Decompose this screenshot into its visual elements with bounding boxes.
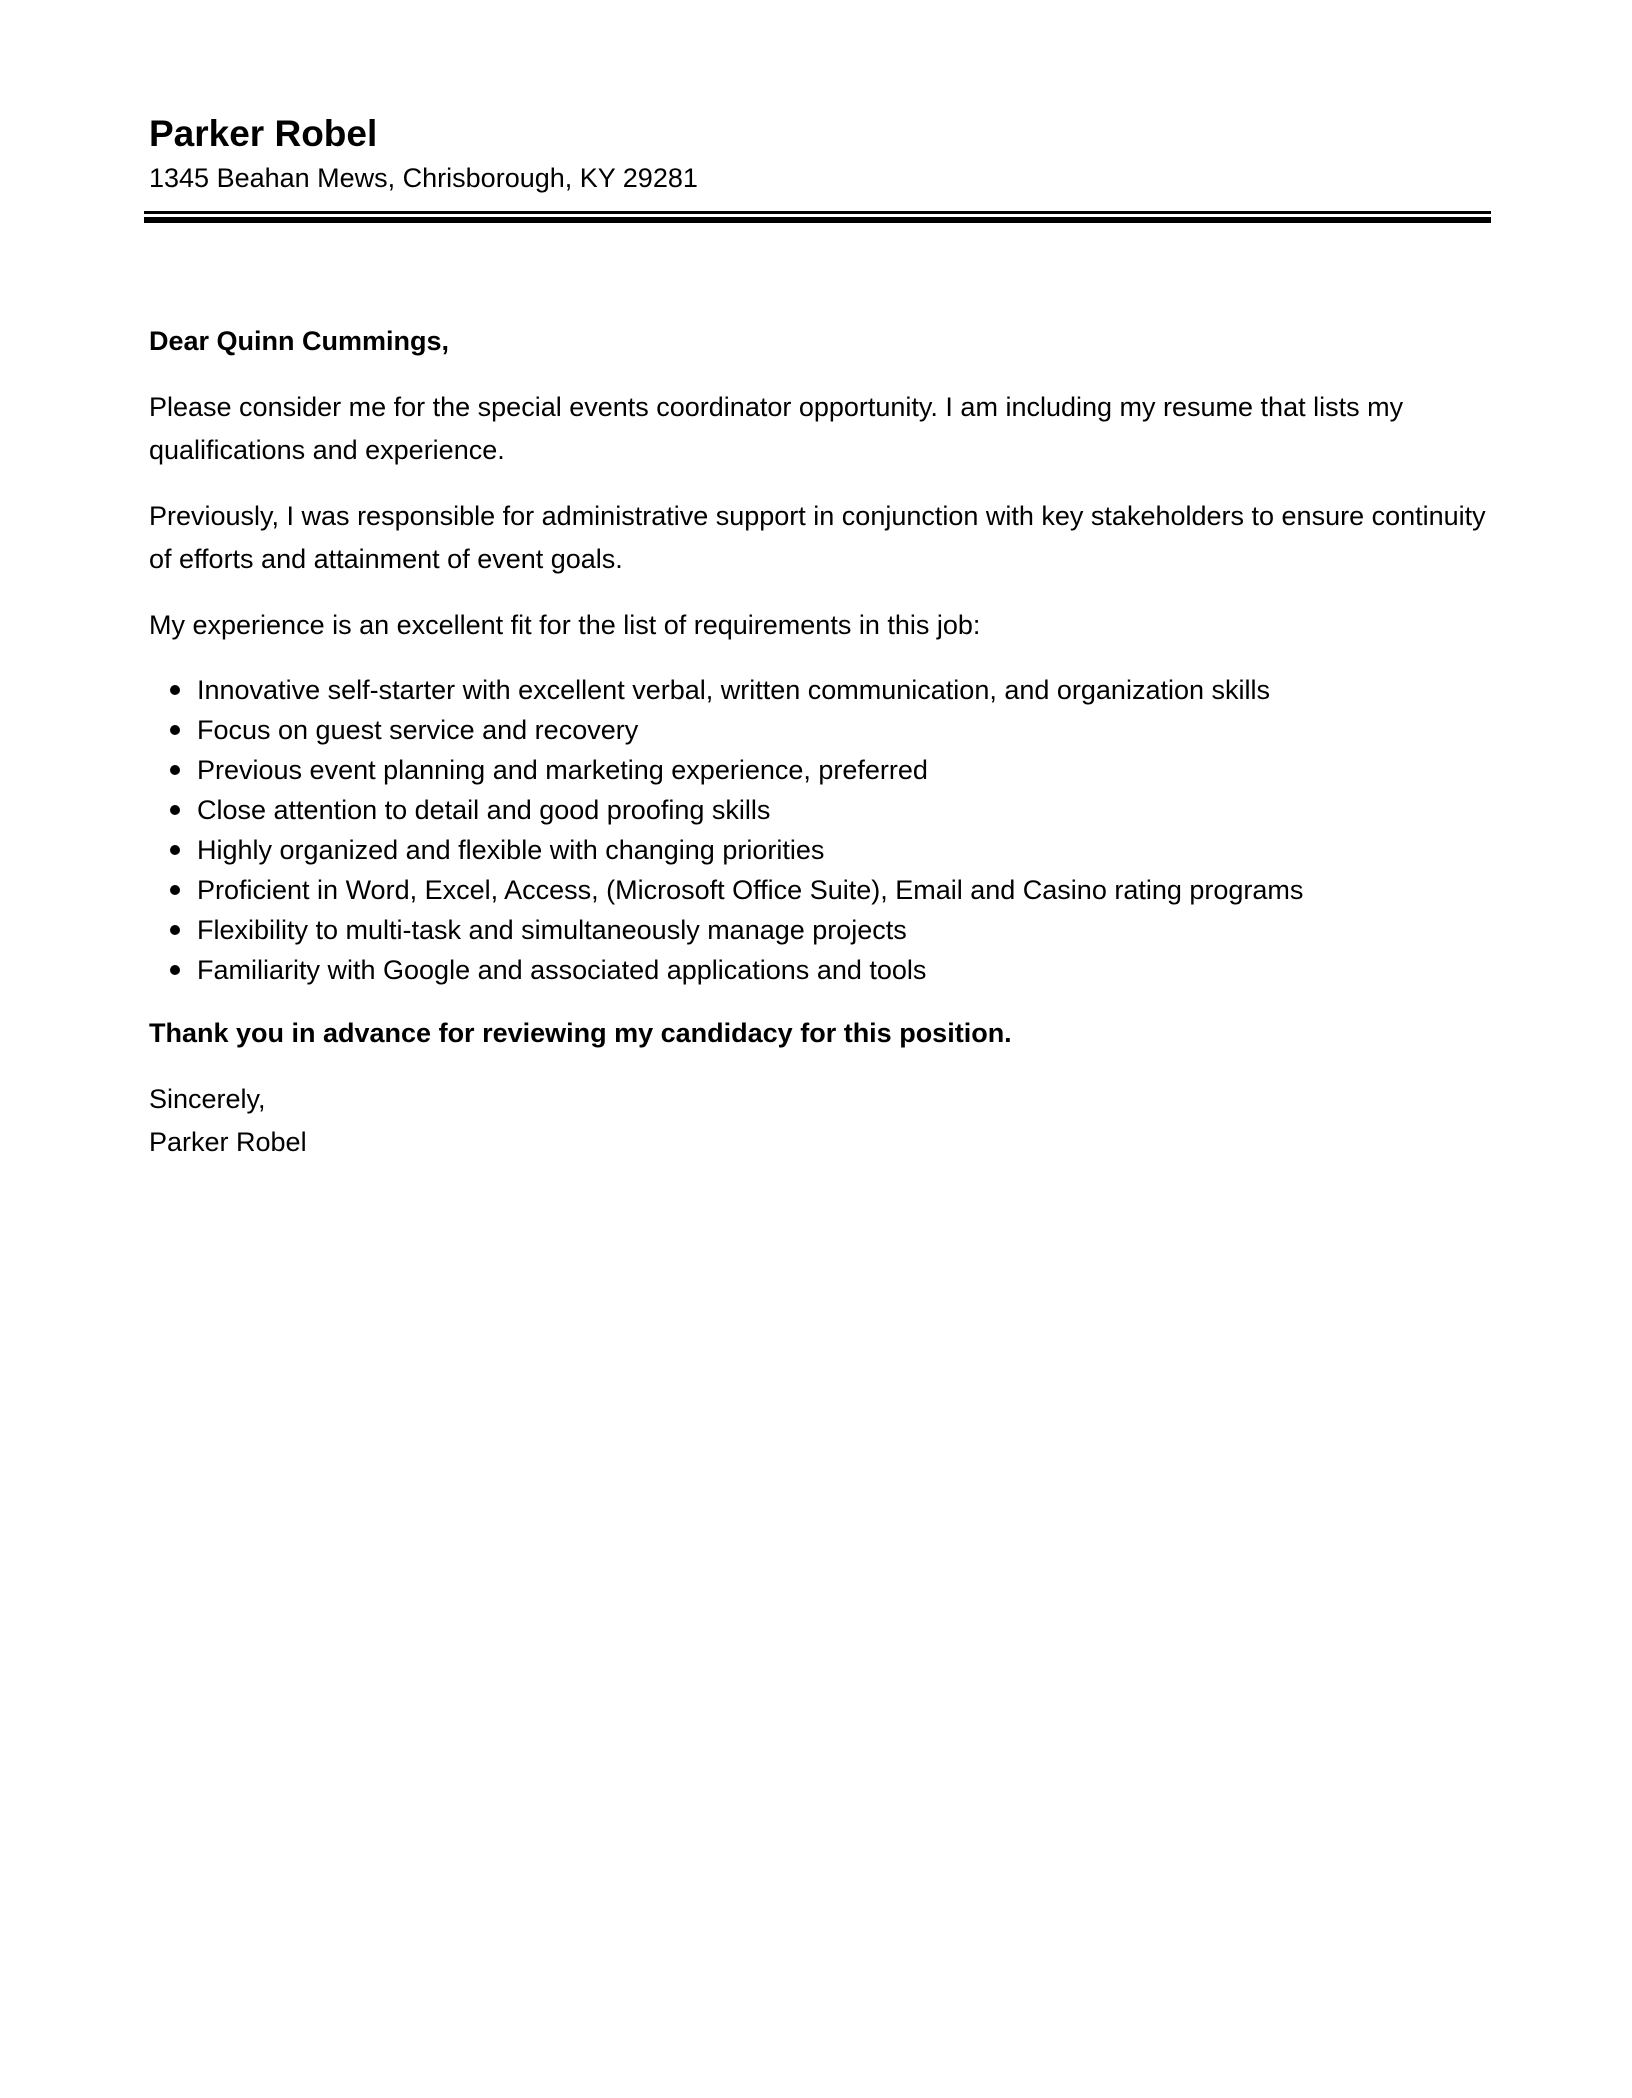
bullet-icon [170, 845, 180, 855]
divider-thin-line [144, 211, 1491, 214]
list-item [149, 910, 1489, 950]
closing-statement: Thank you in advance for reviewing my candidacy for this position. [149, 1018, 1012, 1048]
list-item-text: Flexibility to multi-task and simultaneously manage projects [197, 915, 907, 945]
paragraph-fit: My experience is an excellent fit for the list of requirements in this job: [149, 610, 981, 640]
bullet-icon [170, 765, 180, 775]
header-divider [144, 211, 1491, 224]
salutation: Dear Quinn Cummings, [149, 326, 450, 356]
list-item [149, 750, 1489, 790]
bullet-icon [170, 885, 180, 895]
list-item-text: Proficient in Word, Excel, Access, (Microsoft Office Suite), Email and Casino rating programs [197, 875, 1304, 905]
list-item-text: Previous event planning and marketing experience, preferred [197, 755, 928, 785]
signoff: Sincerely, [149, 1084, 266, 1114]
divider-thick-line [144, 217, 1491, 223]
paragraph-intro: Please consider me for the special events coordinator opportunity. I am including my resume that lists my qualifications and experience. [149, 392, 1404, 465]
list-item [149, 870, 1489, 910]
bullet-icon [170, 925, 180, 935]
paragraph-experience: Previously, I was responsible for administrative support in conjunction with key stakeholders to ensure continuity of efforts and attainment of event goals. [149, 501, 1486, 574]
letter-header [149, 108, 1489, 196]
requirements-list [149, 670, 1489, 990]
list-item-text: Focus on guest service and recovery [197, 715, 639, 745]
bullet-icon [170, 725, 180, 735]
list-item [149, 710, 1489, 750]
list-item [149, 950, 1489, 990]
list-item-text: Innovative self-starter with excellent verbal, written communication, and organization skills [197, 675, 1270, 705]
sender-name: Parker Robel [149, 113, 378, 154]
signature-name: Parker Robel [149, 1127, 307, 1157]
list-item-text: Familiarity with Google and associated applications and tools [197, 955, 927, 985]
signoff-block [149, 1078, 1489, 1164]
list-item [149, 670, 1489, 710]
bullet-icon [170, 965, 180, 975]
bullet-icon [170, 805, 180, 815]
list-item [149, 790, 1489, 830]
sender-address: 1345 Beahan Mews, Chrisborough, KY 29281 [149, 163, 698, 193]
list-item-text: Close attention to detail and good proofing skills [197, 795, 771, 825]
bullet-icon [170, 685, 180, 695]
list-item-text: Highly organized and flexible with changing priorities [197, 835, 825, 865]
letter-body [149, 320, 1489, 1187]
list-item [149, 830, 1489, 870]
